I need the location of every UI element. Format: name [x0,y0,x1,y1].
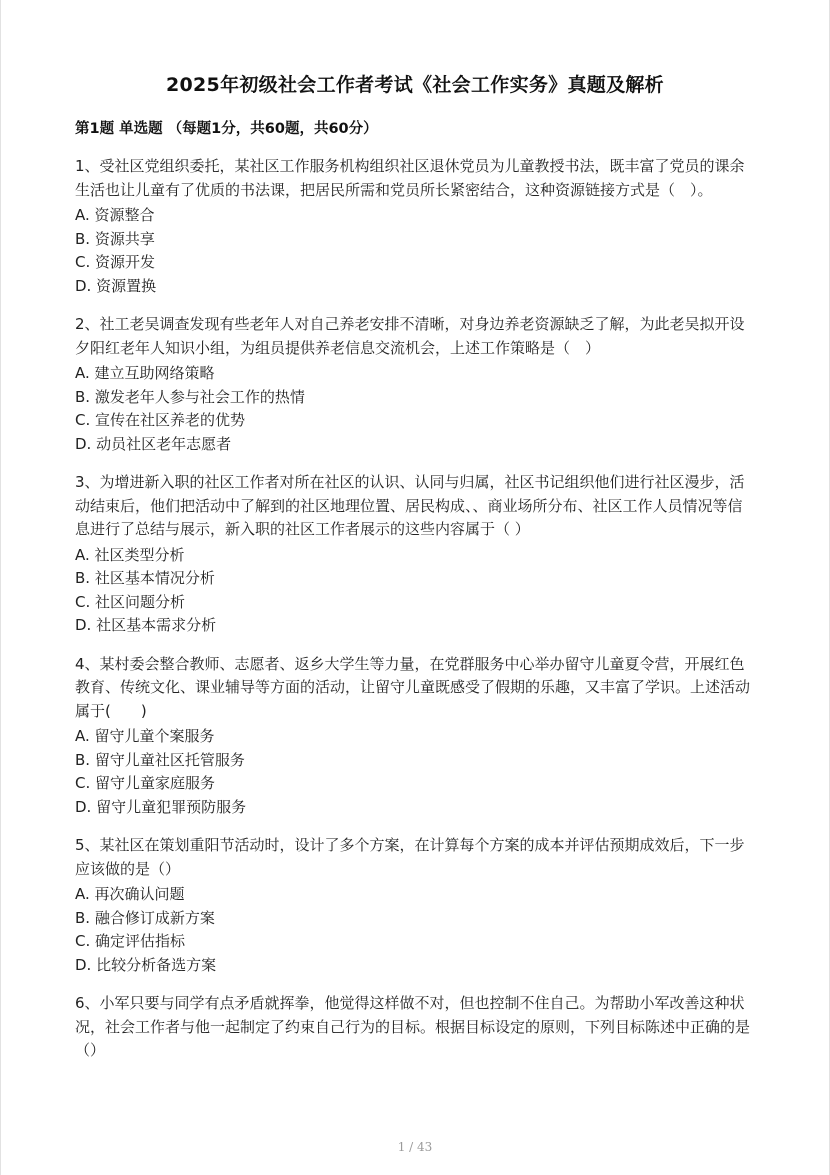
option-a: A. 建立互助网络策略 [75,364,215,382]
option-c: C. 社区问题分析 [75,592,186,611]
option-d: D. 比较分析备选方案 [75,955,217,974]
option-c: C. 确定评估指标 [75,932,186,950]
question-stem: 4、某村委会整合教师、志愿者、返乡大学生等力量，在党群服务中心举办留守儿童夏令营，开展红色教育、传统文化、课业辅导等方面的活动，让留守儿童既感受了假期的乐趣，又丰富了学识。上述活动属于( ) [75,654,751,720]
option-c: C. 宣传在社区养老的优势 [75,411,246,429]
question-stem: 1、受社区党组织委托，某社区工作服务机构组织社区退休党员为儿童教授书法，既丰富了党员的课余生活也让儿童有了优质的书法课，把居民所需和党员所长紧密结合，这种资源链接方式是（ ）。 [75,157,745,199]
option-a: A. 资源整合 [75,206,155,224]
option-c: C. 资源开发 [75,253,156,271]
option-b: B. 资源共享 [75,229,155,248]
question-4 [75,653,755,820]
option-b: B. 激发老年人参与社会工作的热情 [75,387,305,406]
option-d: D. 留守儿童犯罪预防服务 [75,797,247,816]
option-a: A. 留守儿童个案服务 [75,727,215,745]
page-number: 1 / 43 [397,1140,433,1154]
question-stem: 2、社工老吴调查发现有些老年人对自己养老安排不清晰，对身边养老资源缺乏了解，为此老吴拟开设夕阳红老年人知识小组，为组员提供养老信息交流机会，上述工作策略是（ ） [75,315,745,357]
option-b: B. 社区基本情况分析 [75,569,215,587]
question-list [75,155,755,1078]
question-stem: 5、某社区在策划重阳节活动时，设计了多个方案，在计算每个方案的成本并评估预期成效后，下一步应该做的是（） [75,836,745,878]
question-1 [75,155,755,298]
question-2 [75,313,755,456]
question-5 [75,834,755,977]
option-a: A. 社区类型分析 [75,545,185,564]
question-stem: 6、小军只要与同学有点矛盾就挥拳，他觉得这样做不对，但也控制不住自己。为帮助小军改善这种状况，社会工作者与他一起制定了约束自己行为的目标。根据目标设定的原则，下列目标陈述中正确的是（） [75,994,751,1059]
question-stem: 3、为增进新入职的社区工作者对所在社区的认识、认同与归属，社区书记组织他们进行社区漫步，活动结束后，他们把活动中了解到的社区地理位置、居民构成、、商业场所分布、社区工作人员情况等信息进行了总结与展示，新入职的社区工作者展示的这些内容属于（ ） [75,473,745,538]
option-b: B. 留守儿童社区托管服务 [75,750,245,769]
option-d: D. 动员社区老年志愿者 [75,434,232,453]
option-b: B. 融合修订成新方案 [75,908,215,927]
option-a: A. 再次确认问题 [75,885,185,903]
option-d: D. 资源置换 [75,276,157,295]
question-6 [75,992,755,1063]
document-title: 2025年初级社会工作者考试《社会工作实务》真题及解析 [166,74,664,96]
option-d: D. 社区基本需求分析 [75,616,217,634]
section-heading: 第1题 单选题 （每题1分，共60题，共60分） [75,121,378,137]
question-3 [75,471,755,638]
option-c: C. 留守儿童家庭服务 [75,774,216,792]
